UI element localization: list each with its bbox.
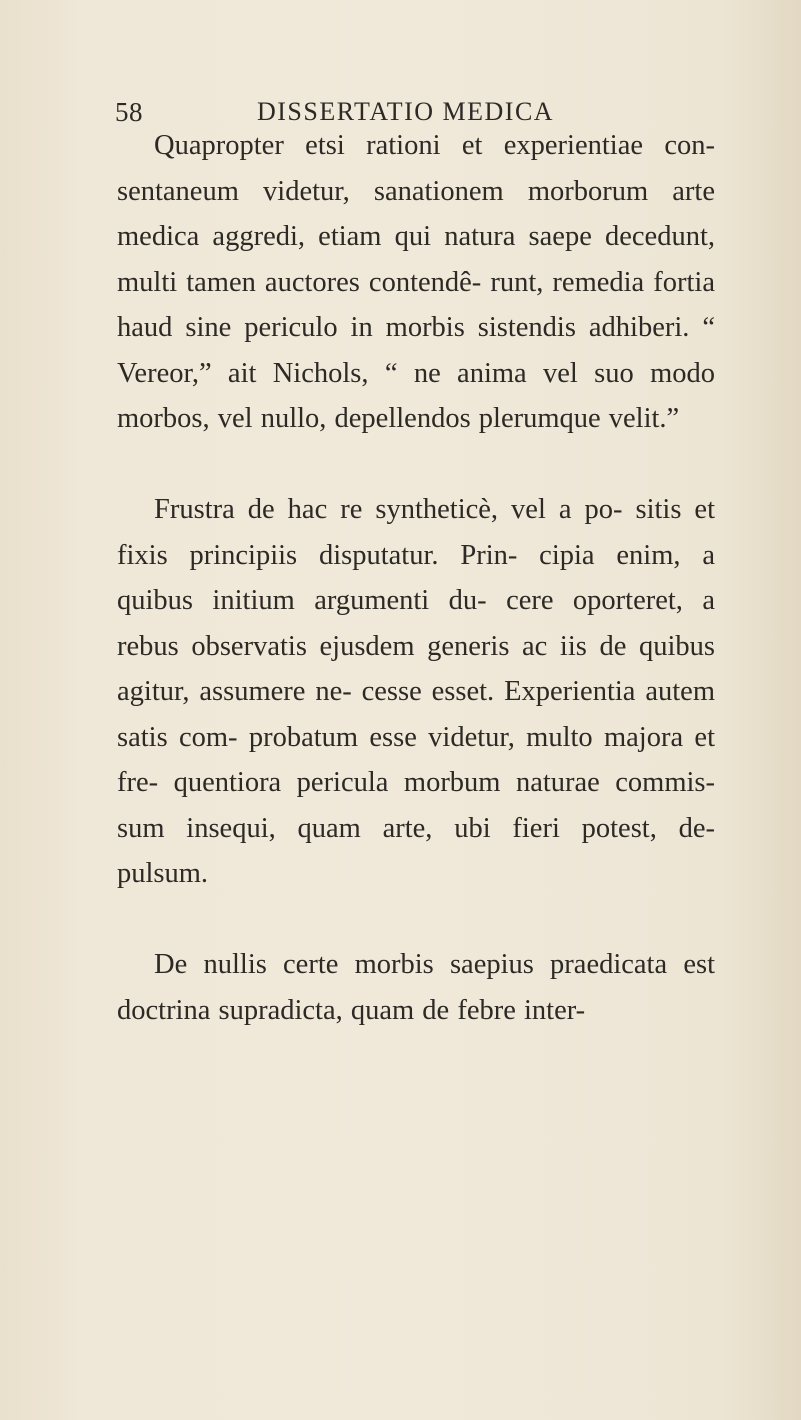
page-number: 58 — [115, 97, 143, 127]
paragraph-3: De nullis certe morbis saepius praedicata est doctrina supradicta, quam de febre inter- — [117, 949, 715, 1026]
paragraph-1: Quapropter etsi rationi et experientiae con- sentaneum videtur, sanationem morborum arte medica aggredi, etiam qui natura saepe decedunt, multi tamen auctores contendê- runt, remedia fortia haud sine periculo in morbis sistendis adhiberi. “ Vereor,” ait Nichols, “ ne anima vel suo modo morbos, vel nullo, depellendos plerumque velit.” — [117, 130, 715, 434]
running-title: DISSERTATIO MEDICA — [257, 97, 555, 126]
paragraph-2: Frustra de hac re syntheticè, vel a po- sitis et fixis principiis disputatur. Prin- cipia enim, a quibus initium argumenti du- cere oporteret, a rebus observatis ejusdem generis ac iis de quibus agitur, assumere ne- cesse esset. Experientia autem satis com- probatum esse videtur, multo majora et fre- quentiora pericula morbum naturae commis- sum insequi, quam arte, ubi fieri potest, de- pulsum. — [117, 494, 715, 889]
body-text — [117, 123, 715, 1033]
